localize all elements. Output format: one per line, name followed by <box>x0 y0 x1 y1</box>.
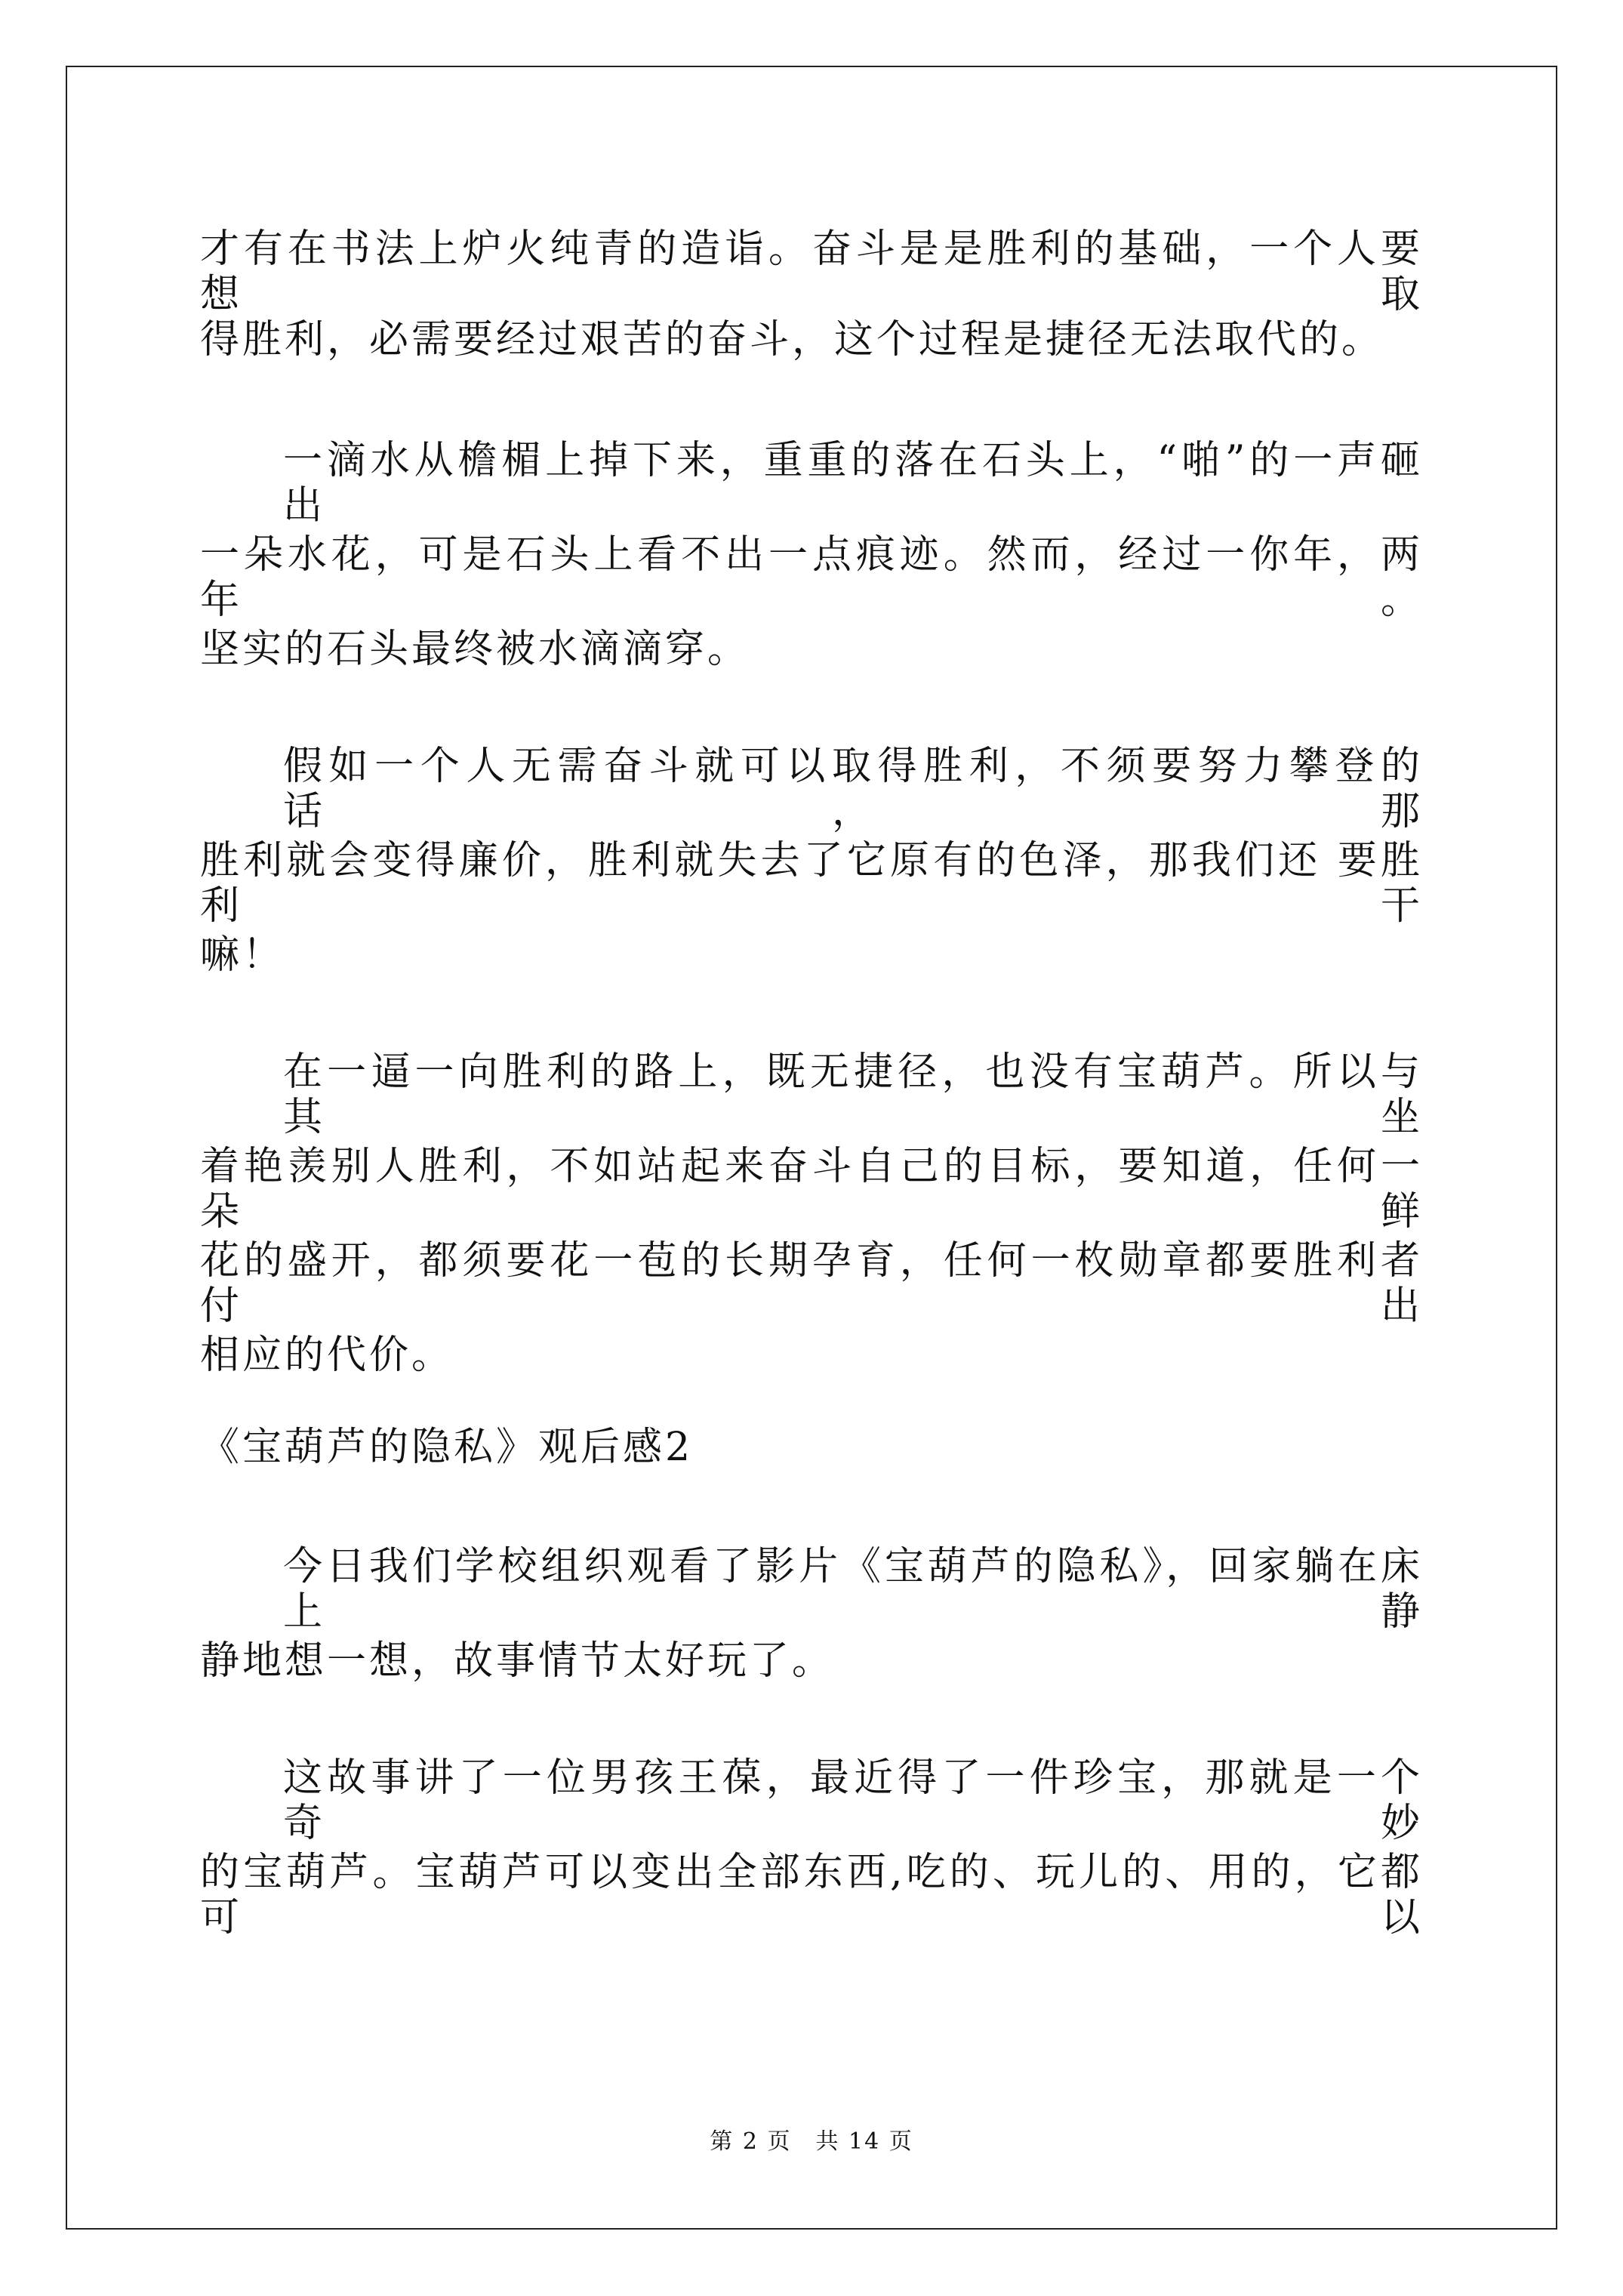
paragraph-line: 得胜利，必需要经过艰苦的奋斗，这个过程是捷径无法取代的。 <box>200 317 1384 362</box>
paragraph-line: 嘛！ <box>200 932 285 978</box>
section-heading: 《宝葫芦的隐私》观后感2 <box>200 1425 694 1470</box>
paragraph-line: 胜利就会变得廉价，胜利就失去了它原有的色泽，那我们还 要胜利干 <box>200 838 1423 929</box>
paragraph-line: 才有在书法上炉火纯青的造诣。奋斗是是胜利的基础，一个人要想取 <box>200 227 1423 317</box>
paragraph-line: 坚实的石头最终被水滴滴穿。 <box>200 627 750 672</box>
paragraph-line: 一滴水从檐楣上掉下来，重重的落在石头上，“啪”的一声砸出 <box>283 438 1423 529</box>
paragraph-line: 这故事讲了一位男孩王葆，最近得了一件珍宝，那就是一个奇妙 <box>283 1755 1423 1846</box>
page-number-footer: 第 2 页 共 14 页 <box>710 2128 913 2155</box>
paragraph-line: 静地想一想，故事情节太好玩了。 <box>200 1638 835 1684</box>
paragraph-line: 花的盛开，都须要花一苞的长期孕育，任何一枚勋章都要胜利者付出 <box>200 1238 1423 1329</box>
paragraph-line: 在一逼一向胜利的路上，既无捷径，也没有宝葫芦。所以与其坐 <box>283 1049 1423 1140</box>
paragraph-line: 相应的代价。 <box>200 1333 454 1378</box>
paragraph-line: 今日我们学校组织观看了影片《宝葫芦的隐私》，回家躺在床上静 <box>283 1544 1423 1635</box>
paragraph-line: 的宝葫芦。宝葫芦可以变出全部东西,吃的、玩儿的、用的，它都可以 <box>200 1850 1423 1940</box>
paragraph-line: 假如一个人无需奋斗就可以取得胜利，不须要努力攀登的话，那 <box>283 744 1423 834</box>
paragraph-line: 着艳羡别人胜利，不如站起来奋斗自己的目标，要知道，任何一朵鲜 <box>200 1144 1423 1234</box>
paragraph-line: 一朵水花，可是石头上看不出一点痕迹。然而，经过一你年，两年。 <box>200 532 1423 623</box>
